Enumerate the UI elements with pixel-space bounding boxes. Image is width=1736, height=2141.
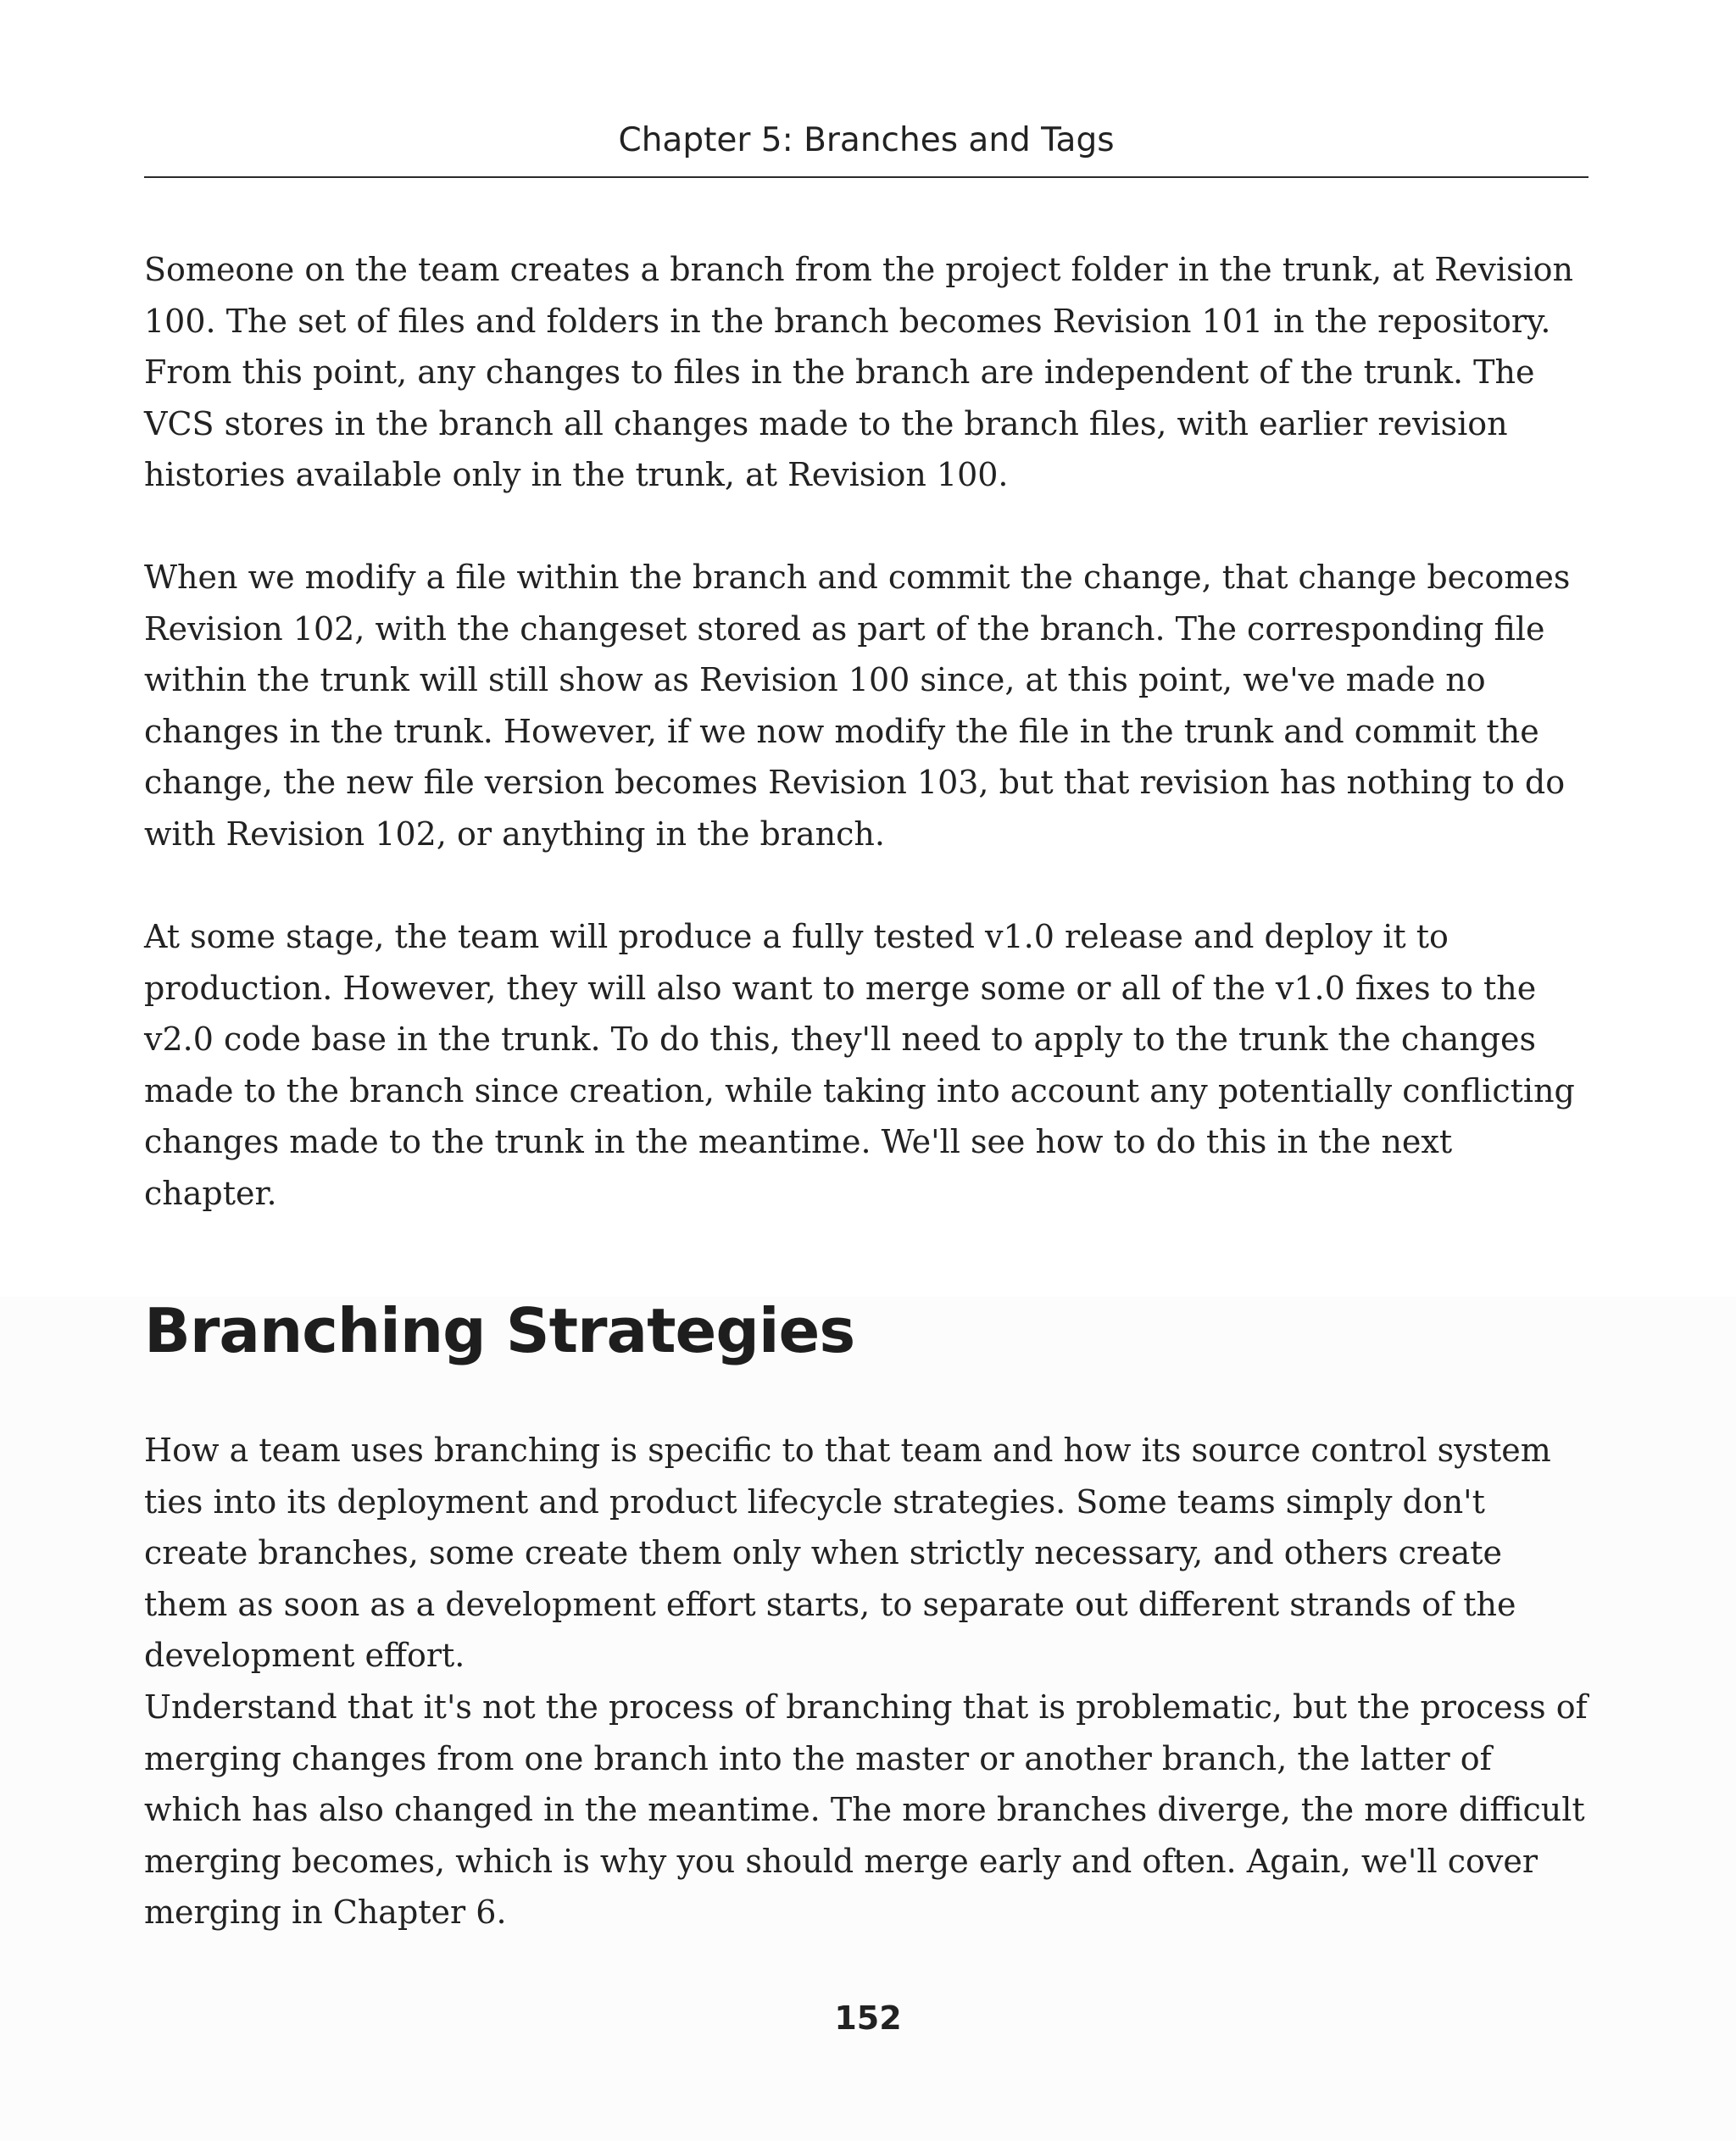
body-paragraph: At some stage, the team will produce a fully tested v1.0 release and deploy it to production. However, they will also want to merge some or all of the v1.0 fixes to the v2.0 code base in the trunk. To do this, they'll need to apply to the trunk the changes made to the branch since creation, while taking into account any potentially conflicting changes made to the trunk in the meantime. We'll see how to do this in the next chapter. (144, 918, 1575, 1212)
running-header: Chapter 5: Branches and Tags (618, 121, 1115, 159)
section-paragraph: How a team uses branching is specific to that team and how its source control system ties into its deployment and product lifecycle strategies. Some teams simply don't create branches, some create them only when strictly necessary, and others create them as soon as a development effort starts, to separate out different strands of the development effort. (144, 1432, 1551, 1674)
section-heading: Branching Strategies (144, 1295, 855, 1366)
body-paragraph: Someone on the team creates a branch from the project folder in the trunk, at Revision 100. The set of files and folders in the branch becomes Revision 101 in the repository. From this point, any changes to files in the branch are independent of the trunk. The VCS stores in the branch all changes made to the branch files, with earlier revision histories available only in the trunk, at Revision 100. (144, 251, 1574, 493)
page-number: 152 (834, 1999, 902, 2037)
body-paragraph: When we modify a file within the branch and commit the change, that change becomes Revision 102, with the changeset stored as part of the branch. The corresponding file within the trunk will still show as Revision 100 since, at this point, we've made no changes in the trunk. However, if we now modify the file in the trunk and commit the change, the new file version becomes Revision 103, but that revision has nothing to do with Revision 102, or anything in the branch. (144, 559, 1571, 853)
header-divider (144, 176, 1589, 178)
section-paragraph: Understand that it's not the process of branching that is problematic, but the process of merging changes from one branch into the master or another branch, the latter of which has also changed in the meantime. The more branches diverge, the more difficult merging becomes, which is why you should merge early and often. Again, we'll cover merging in Chapter 6. (144, 1688, 1588, 1931)
